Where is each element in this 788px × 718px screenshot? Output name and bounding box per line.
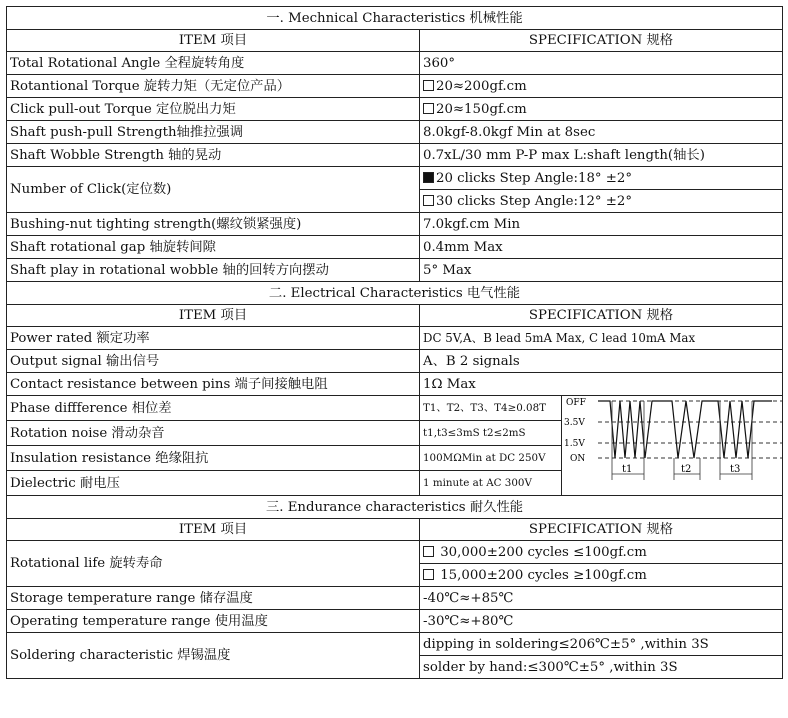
spec-cell: 360° [420,52,783,75]
item-cell: Rotational life 旋转寿命 [7,541,420,587]
spec-cell: T1、T2、T3、T4≥0.08T [420,396,562,421]
spec-cell: 15,000±200 cycles ≥100gf.cm [420,564,783,587]
item-header: ITEM 项目 [7,519,420,541]
waveform-diagram [562,396,783,496]
checkbox-icon [423,195,434,206]
item-cell: Storage temperature range 储存温度 [7,587,420,610]
item-cell: Power rated 额定功率 [7,327,420,350]
spec-cell: 30 clicks Step Angle:12° ±2° [420,190,783,213]
spec-table [6,6,783,679]
spec-cell: 0.4mm Max [420,236,783,259]
spec-cell: 0.7xL/30 mm P-P max L:shaft length(轴长) [420,144,783,167]
item-header: ITEM 项目 [7,30,420,52]
item-cell: Shaft play in rotational wobble 轴的回转方向摆动 [7,259,420,282]
spec-header: SPECIFICATION 规格 [420,305,783,327]
spec-cell: 7.0kgf.cm Min [420,213,783,236]
checkbox-icon [423,569,434,580]
spec-header: SPECIFICATION 规格 [420,30,783,52]
checkbox-icon [423,546,434,557]
off-label: OFF [566,398,586,408]
checkbox-icon [423,103,434,114]
spec-cell: -30℃≈+80℃ [420,610,783,633]
spec-cell: t1,t3≤3mS t2≤2mS [420,421,562,446]
item-cell: Click pull-out Torque 定位脱出力矩 [7,98,420,121]
item-cell: Soldering characteristic 焊锡温度 [7,633,420,679]
spec-cell: DC 5V,A、B lead 5mA Max, C lead 10mA Max [420,327,783,350]
checked-box-icon [423,172,434,183]
item-cell: Operating temperature range 使用温度 [7,610,420,633]
spec-cell: 30,000±200 cycles ≤100gf.cm [420,541,783,564]
t3-label: t3 [730,464,741,475]
on-label: ON [570,454,586,464]
t2-label: t2 [681,464,692,475]
item-cell: Rotantional Torque 旋转力矩（无定位产品） [7,75,420,98]
waveform-svg [562,396,783,488]
item-cell: Total Rotational Angle 全程旋转角度 [7,52,420,75]
spec-cell: 100MΩMin at DC 250V [420,446,562,471]
checkbox-icon [423,80,434,91]
item-header: ITEM 项目 [7,305,420,327]
spec-cell: 1Ω Max [420,373,783,396]
spec-cell: solder by hand:≤300℃±5° ,within 3S [420,656,783,679]
spec-cell: 1 minute at AC 300V [420,471,562,496]
spec-cell: A、B 2 signals [420,350,783,373]
item-cell: Shaft push-pull Strength轴推拉强调 [7,121,420,144]
section-title-mechanical: 一. Mechnical Characteristics 机械性能 [7,7,783,30]
spec-cell: 20 clicks Step Angle:18° ±2° [420,167,783,190]
v35-label: 3.5V [564,418,585,428]
spec-cell: 20≈150gf.cm [420,98,783,121]
spec-header: SPECIFICATION 规格 [420,519,783,541]
item-cell: Rotation noise 滑动杂音 [7,421,420,446]
spec-cell: 20≈200gf.cm [420,75,783,98]
item-cell: Number of Click(定位数) [7,167,420,213]
spec-cell: dipping in soldering≤206℃±5° ,within 3S [420,633,783,656]
spec-cell: -40℃≈+85℃ [420,587,783,610]
item-cell: Shaft Wobble Strength 轴的晃动 [7,144,420,167]
item-cell: Contact resistance between pins 端子间接触电阻 [7,373,420,396]
item-cell: Shaft rotational gap 轴旋转间隙 [7,236,420,259]
item-cell: Output signal 输出信号 [7,350,420,373]
item-cell: Bushing-nut tighting strength(螺纹锁紧强度) [7,213,420,236]
spec-cell: 5° Max [420,259,783,282]
item-cell: Insulation resistance 绝缘阻抗 [7,446,420,471]
spec-cell: 8.0kgf-8.0kgf Min at 8sec [420,121,783,144]
v15-label: 1.5V [564,439,585,449]
section-title-endurance: 三. Endurance characteristics 耐久性能 [7,496,783,519]
section-title-electrical: 二. Electrical Characteristics 电气性能 [7,282,783,305]
item-cell: Phase diffference 相位差 [7,396,420,421]
item-cell: Dielectric 耐电压 [7,471,420,496]
t1-label: t1 [622,464,633,475]
waveform-signal [598,401,772,458]
